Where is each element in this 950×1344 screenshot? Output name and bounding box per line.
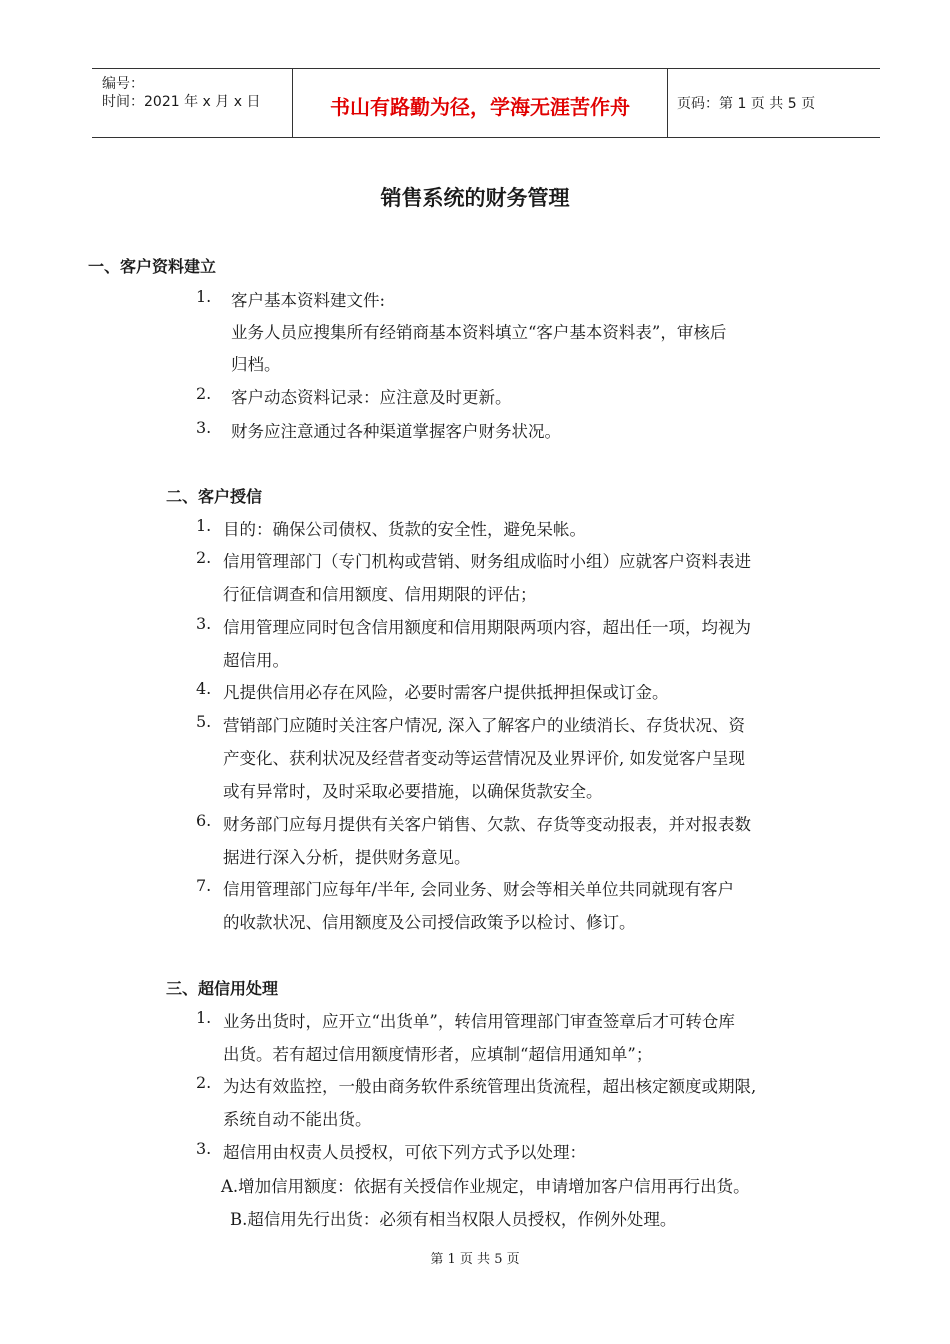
- item-text: 出货。若有超过信用额度情形者，应填制“超信用通知单”；: [223, 1045, 653, 1064]
- item-number: 2.: [196, 548, 212, 567]
- section-heading: 一、客户资料建立: [88, 257, 217, 276]
- page-footer: 第 1 页 共 5 页: [430, 1252, 520, 1267]
- item-number: 6.: [196, 811, 212, 830]
- item-text: 的收款状况、信用额度及公司授信政策予以检讨、修订。: [223, 913, 636, 932]
- item-text: 业务人员应搜集所有经销商基本资料填立“客户基本资料表”，审核后: [231, 323, 727, 342]
- item-number: 1.: [196, 516, 212, 535]
- document-header: [92, 68, 880, 138]
- date-label: 时间：2021 年 x 月 x 日: [102, 94, 261, 110]
- item-number: 2.: [196, 384, 212, 403]
- item-text: 据进行深入分析，提供财务意见。: [223, 848, 471, 867]
- document-title: 销售系统的财务管理: [380, 186, 570, 210]
- item-text: 归档。: [231, 355, 281, 374]
- item-text: 信用管理部门应每年/半年, 会同业务、财会等相关单位共同就现有客户: [223, 880, 735, 899]
- item-number: 3.: [196, 418, 212, 437]
- item-number: 2.: [196, 1073, 212, 1092]
- sub-item-text: B.超信用先行出货：必须有相当权限人员授权，作例外处理。: [230, 1210, 677, 1229]
- header-motto: 书山有路勤为径，学海无涯苦作舟: [330, 95, 630, 119]
- item-text: 财务应注意通过各种渠道掌握客户财务状况。: [231, 422, 561, 441]
- item-number: 3.: [196, 614, 212, 633]
- item-text: 信用管理应同时包含信用额度和信用期限两项内容，超出任一项，均视为: [223, 618, 751, 637]
- header-motto-cell: [292, 69, 668, 137]
- item-number: 3.: [196, 1139, 212, 1158]
- header-page-info: 页码：第 1 页 共 5 页: [677, 96, 816, 112]
- item-text: 系统自动不能出货。: [223, 1110, 372, 1129]
- item-text: 凡提供信用必存在风险，必要时需客户提供抵押担保或订金。: [223, 683, 669, 702]
- header-page-cell: [667, 69, 880, 137]
- section-heading: 三、超信用处理: [166, 979, 279, 998]
- item-text: 信用管理部门（专门机构或营销、财务组成临时小组）应就客户资料表进: [223, 552, 751, 571]
- item-number: 4.: [196, 679, 212, 698]
- item-text: 超信用。: [223, 651, 289, 670]
- item-text: 或有异常时，及时采取必要措施，以确保货款安全。: [223, 782, 603, 801]
- item-text: 客户动态资料记录：应注意及时更新。: [231, 388, 512, 407]
- item-text: 为达有效监控，一般由商务软件系统管理出货流程，超出核定额度或期限,: [223, 1077, 757, 1096]
- item-number: 7.: [196, 876, 212, 895]
- item-number: 1.: [196, 1008, 212, 1027]
- item-number: 1.: [196, 287, 212, 306]
- section-heading: 二、客户授信: [166, 487, 263, 506]
- item-text: 超信用由权责人员授权，可依下列方式予以处理：: [223, 1143, 586, 1162]
- item-text: 财务部门应每月提供有关客户销售、欠款、存货等变动报表，并对报表数: [223, 815, 751, 834]
- item-number: 5.: [196, 712, 212, 731]
- serial-label: 编号：: [102, 76, 144, 92]
- item-text: 业务出货时，应开立“出货单”，转信用管理部门审查签章后才可转仓库: [223, 1012, 735, 1031]
- sub-item-text: A.增加信用额度：依据有关授信作业规定，申请增加客户信用再行出货。: [221, 1177, 750, 1196]
- header-meta-cell: [92, 69, 292, 137]
- item-text: 行征信调查和信用额度、信用期限的评估；: [223, 585, 537, 604]
- item-text: 客户基本资料建文件:: [231, 291, 386, 310]
- item-text: 目的：确保公司债权、货款的安全性，避免呆帐。: [223, 520, 586, 539]
- item-text: 产变化、获利状况及经营者变动等运营情况及业界评价, 如发觉客户呈现: [223, 749, 745, 768]
- item-text: 营销部门应随时关注客户情况, 深入了解客户的业绩消长、存货状况、资: [223, 716, 745, 735]
